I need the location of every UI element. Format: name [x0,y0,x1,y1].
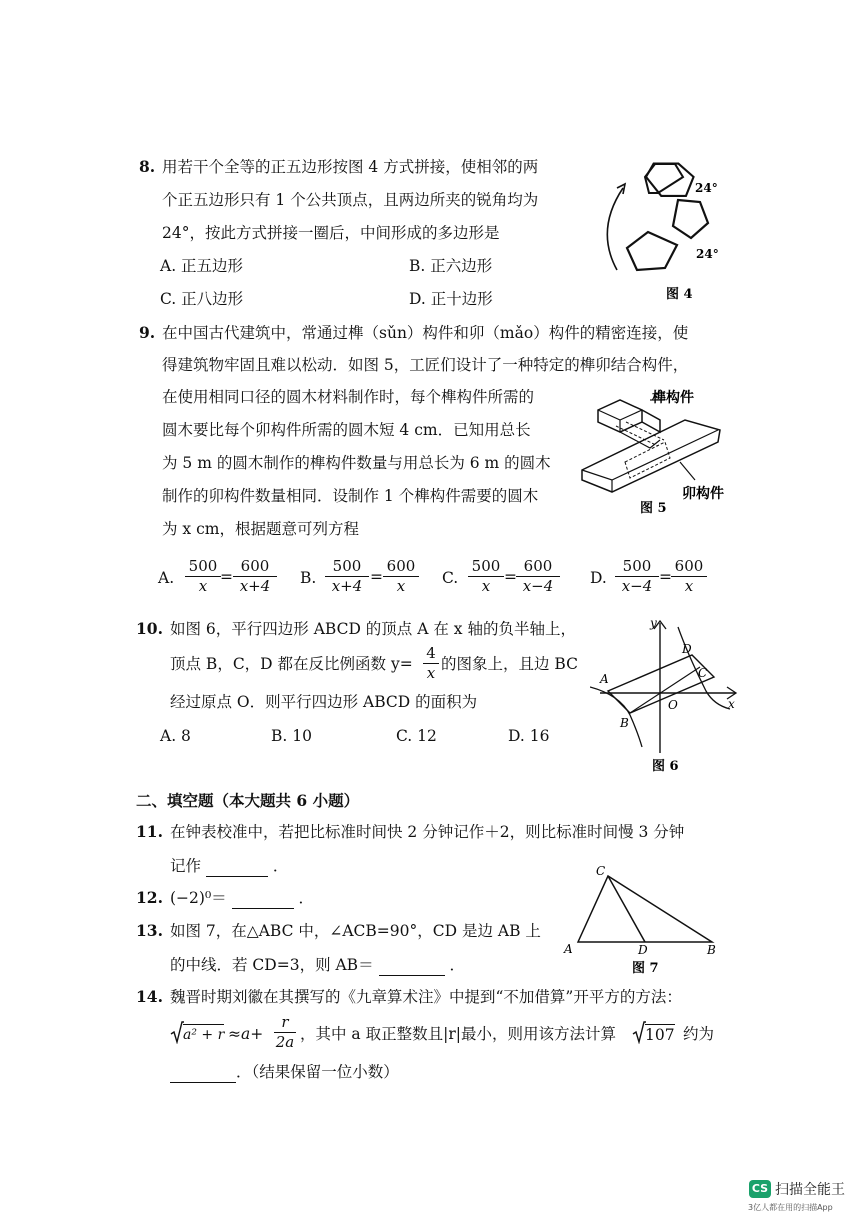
q10-point-d: D [682,642,692,656]
q14-sqrt-sign [170,1020,184,1044]
q9-option-c-eq: = [504,568,517,586]
q8-line3: 24°，按此方式拼接一圈后，中间形成的多边形是 [162,224,500,242]
q14-sqrt-sign-2 [632,1020,646,1044]
q9-option-c-letter: C. [442,569,459,587]
q8-option-b: B. 正六边形 [409,257,493,275]
q10-point-o: O [668,698,678,712]
q14-line3 [170,1062,399,1083]
q9-option-b-right-frac: $\frac{600}{x}$ [383,557,419,596]
q13-point-a: A [564,942,573,956]
q13-answer-blank[interactable] [379,955,445,976]
q13-line2 [170,955,465,976]
figure-6-parallelogram [590,615,750,775]
q10-option-b: B. 10 [271,727,312,745]
scanner-logo-icon: CS [749,1180,771,1198]
q9-line5: 为 5 m 的圆木制作的榫构件数量与用总长为 6 m 的圆木 [162,454,551,472]
section-2-title: 二、填空题（本大题共 6 小题） [136,791,360,810]
q9-figure-caption: 图 5 [640,501,667,516]
q11-number: 11. [136,822,163,841]
q11-prefix: 记作 [170,857,202,875]
figure-7-triangle [560,862,725,977]
q10-point-c: C [698,666,708,680]
q12-line [170,888,314,909]
q9-option-a-letter: A. [158,569,175,587]
q14-line1: 魏晋时期刘徽在其撰写的《九章算术注》中提到“不加借算”开平方的方法： [170,988,682,1006]
q10-axis-x: x [728,697,735,711]
q9-label-sun: 榫构件 [652,390,694,406]
q9-option-c-left-frac: $\frac{500}{x}$ [468,557,504,596]
q12-end: ． [298,889,315,907]
q8-option-a: A. 正五边形 [160,257,244,275]
q8-line1: 用若干个全等的正五边形按图 4 方式拼接，使相邻的两 [162,158,539,176]
q10-number: 10. [136,619,163,638]
q11-line2 [170,856,288,877]
q9-line2: 得建筑物牢固且难以松动．如图 5，工匠们设计了一种特定的榫卯结合构件， [162,356,689,374]
q13-end: ． [449,956,465,974]
figure-4-pentagons [595,150,735,305]
q10-line1: 如图 6，平行四边形 ABCD 的顶点 A 在 x 轴的负半轴上， [170,620,576,638]
q13-point-c: C [596,864,606,878]
q8-option-c: C. 正八边形 [160,290,244,308]
scanner-tagline: 3亿人都在用的扫描App [748,1203,833,1212]
q10-point-a: A [600,672,609,686]
q14-about: 约为 [683,1025,715,1043]
q9-line4: 圆木要比每个卯构件所需的圆木短 4 cm．已知用总长 [162,421,531,439]
q11-line1: 在钟表校准中，若把比标准时间快 2 分钟记作＋2，则比标准时间慢 3 分钟 [170,823,685,841]
q13-line1: 如图 7，在△ABC 中，∠ACB=90°，CD 是边 AB 上 [170,922,541,940]
q8-figure-caption: 图 4 [666,287,693,302]
q12-text: (−2)⁰＝ [170,889,227,907]
q13-number: 13. [136,921,163,940]
q14-condition: ，其中 a 取正整数且|r|最小，则用该方法计算 [300,1025,616,1043]
q9-line7: 为 x cm，根据题意可列方程 [162,520,359,538]
q14-number: 14. [136,987,163,1006]
q9-option-b-letter: B. [300,569,317,587]
q9-option-a-eq: = [220,568,233,586]
q10-option-d: D. 16 [508,727,550,745]
q14-note: ．（结果保留一位小数） [236,1063,399,1081]
q14-frac: $\frac{r}{2a}$ [275,1013,295,1051]
q9-option-d-right-frac: $\frac{600}{x}$ [671,557,707,596]
q10-figure-caption: 图 6 [652,759,679,774]
q9-option-b-eq: = [370,568,383,586]
q12-answer-blank[interactable] [232,888,294,909]
q10-line3: 经过原点 O．则平行四边形 ABCD 的面积为 [170,693,478,711]
q10-line2b: 的图象上，且边 BC [441,655,578,673]
q14-sqrt-inner: a² + r [183,1024,224,1045]
q9-option-d-eq: = [659,568,672,586]
q10-line2a: 顶点 B，C，D 都在反比例函数 y= [170,655,413,673]
q8-option-d: D. 正十边形 [409,290,493,308]
q8-angle-label-1: 24° [695,181,718,195]
q9-label-mao: 卯构件 [682,486,724,502]
q10-point-b: B [620,716,629,730]
q10-frac: $\frac{4}{x}$ [423,644,439,683]
q10-axis-y: y [650,616,657,630]
q8-angle-label-2: 24° [696,247,719,261]
q13-point-d: D [638,943,648,957]
q12-number: 12. [136,888,163,907]
q14-sqrt-number: 107 [645,1026,675,1044]
q11-end: ． [272,857,289,875]
q13-text: 的中线．若 CD=3，则 AB＝ [170,956,374,974]
q9-option-b-left-frac: $\frac{500}{x+4}$ [325,557,369,596]
scanner-app-name: 扫描全能王 [775,1182,845,1198]
q9-option-a-right-frac: $\frac{600}{x+4}$ [233,557,277,596]
q8-number: 8. [139,157,156,176]
q11-answer-blank[interactable] [206,856,268,877]
figure-5-mortise-tenon [580,380,750,520]
q9-option-d-letter: D. [590,569,607,587]
q9-option-a-left-frac: $\frac{500}{x}$ [185,557,221,596]
q8-line2: 个正五边形只有 1 个公共顶点，且两边所夹的锐角均为 [162,191,539,209]
q13-figure-caption: 图 7 [632,961,659,976]
q9-option-c-right-frac: $\frac{600}{x-4}$ [516,557,560,596]
q9-number: 9. [139,323,156,342]
q10-option-a: A. 8 [160,727,191,745]
q9-line3: 在使用相同口径的圆木材料制作时，每个榫构件所需的 [162,388,535,406]
q13-point-b: B [707,943,716,957]
q10-option-c: C. 12 [396,727,437,745]
q9-option-d-left-frac: $\frac{500}{x-4}$ [615,557,659,596]
q9-line6: 制作的卯构件数量相同．设制作 1 个榫构件需要的圆木 [162,487,539,505]
q14-answer-blank[interactable] [170,1062,236,1083]
q9-line1: 在中国古代建筑中，常通过榫（sǔn）构件和卯（mǎo）构件的精密连接，使 [162,324,689,342]
q14-approx: ≈a+ [228,1025,264,1043]
